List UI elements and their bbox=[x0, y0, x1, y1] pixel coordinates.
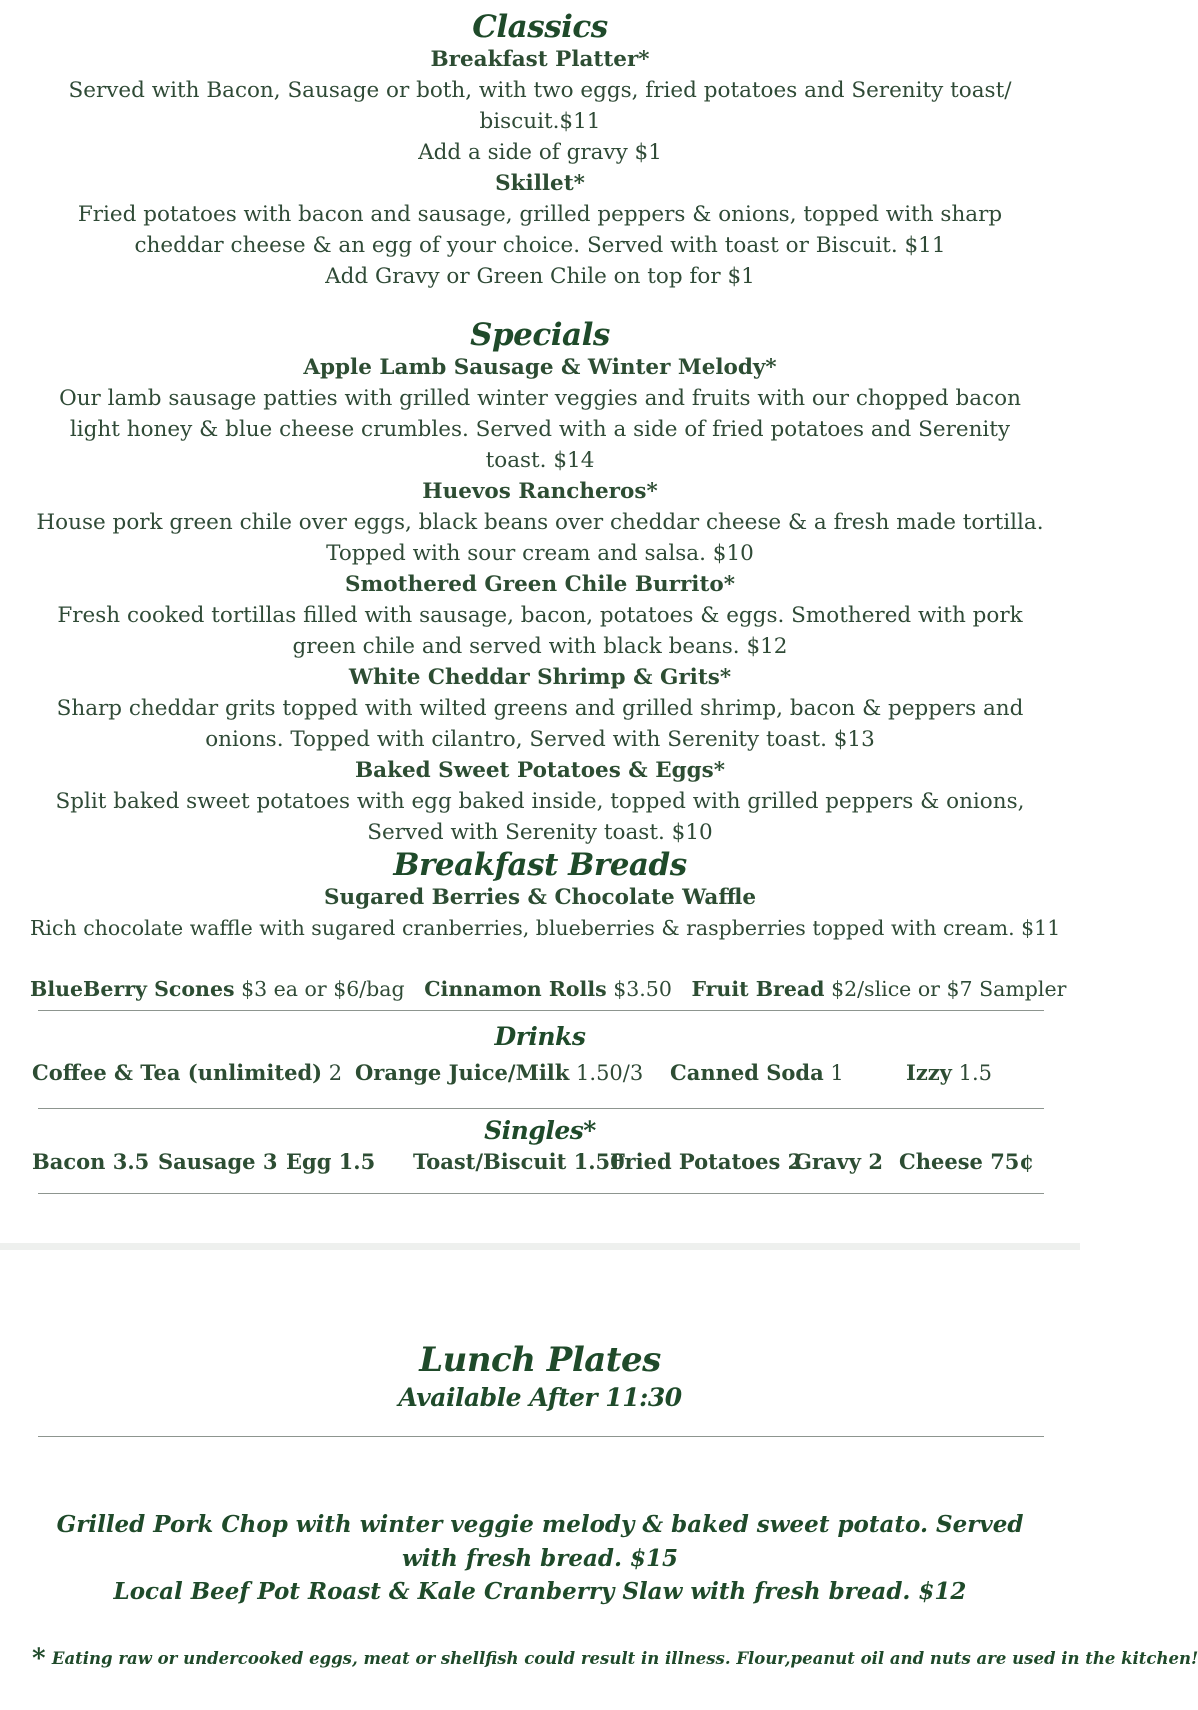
bread-price: $3 ea or $6/bag bbox=[241, 977, 405, 1001]
drink-name: Izzy bbox=[906, 1060, 952, 1085]
classics-section bbox=[30, 10, 1050, 292]
bread-name: Cinnamon Rolls bbox=[424, 977, 607, 1001]
lunch-plates-heading: Lunch Plates bbox=[419, 1340, 661, 1380]
allergy-footnote bbox=[32, 1644, 1198, 1674]
specials-item bbox=[30, 662, 1050, 755]
single-item: Gravy 2 bbox=[794, 1149, 883, 1174]
single-item: Fried Potatoes 2 bbox=[610, 1149, 803, 1174]
item-name: Sugared Berries & Chocolate Waffle bbox=[323, 885, 757, 910]
single-item: Cheese 75¢ bbox=[899, 1149, 1035, 1174]
drink-price: 1.5 bbox=[958, 1061, 992, 1085]
drink-item bbox=[670, 1056, 844, 1090]
bread-price: $3.50 bbox=[613, 977, 672, 1001]
bread-name: Fruit Bread bbox=[691, 977, 825, 1001]
drink-name: Canned Soda bbox=[670, 1060, 824, 1085]
lunch-availability: Available After 11:30 bbox=[398, 1383, 682, 1412]
single-item: Sausage 3 bbox=[158, 1149, 278, 1174]
breakfast-breads-section bbox=[30, 847, 1067, 1005]
item-name: Huevos Rancheros* bbox=[422, 479, 658, 504]
section-separator-band bbox=[0, 1243, 1080, 1250]
drink-price: 2 bbox=[328, 1061, 343, 1085]
footnote-asterisk: * bbox=[32, 1644, 46, 1674]
classics-item bbox=[30, 168, 1050, 292]
item-description: Rich chocolate waffle with sugared cranberries, blueberries & raspberries topped with cream. $11 bbox=[30, 916, 1061, 940]
item-note: Add a side of gravy $1 bbox=[418, 140, 662, 165]
item-description: Sharp cheddar grits topped with wilted greens and grilled shrimp, bacon & peppers and onions. Topped with cilantro, Served with Serenity toast. $13 bbox=[56, 696, 1024, 752]
divider bbox=[38, 1108, 1044, 1109]
single-item: Bacon 3.5 bbox=[32, 1149, 150, 1174]
item-description: Fried potatoes with bacon and sausage, grilled peppers & onions, topped with sharp cheddar cheese & an egg of your choice. Served with toast or Biscuit. $11 bbox=[77, 202, 1003, 258]
specials-item bbox=[30, 476, 1050, 569]
lunch-item: Grilled Pork Chop with winter veggie melody & baked sweet potato. Served with fresh bread. $15 bbox=[56, 1511, 1024, 1572]
classics-heading: Classics bbox=[472, 9, 608, 45]
bread-name: BlueBerry Scones bbox=[30, 977, 235, 1001]
specials-item bbox=[30, 569, 1050, 662]
bread-price: $2/slice or $7 Sampler bbox=[831, 977, 1067, 1001]
specials-item bbox=[30, 755, 1050, 848]
drinks-heading: Drinks bbox=[494, 1022, 586, 1051]
breakfast-breads-heading: Breakfast Breads bbox=[393, 847, 687, 883]
item-name: Breakfast Platter* bbox=[430, 47, 650, 72]
classics-item bbox=[30, 44, 1050, 168]
item-note: Add Gravy or Green Chile on top for $1 bbox=[325, 264, 755, 289]
lunch-item: Local Beef Pot Roast & Kale Cranberry Slaw with fresh bread. $12 bbox=[113, 1578, 967, 1605]
specials-item bbox=[30, 352, 1050, 476]
drink-item bbox=[906, 1056, 992, 1090]
item-name: Skillet* bbox=[495, 171, 585, 196]
specials-heading: Specials bbox=[470, 317, 610, 353]
item-name: Baked Sweet Potatoes & Eggs* bbox=[354, 758, 726, 783]
divider bbox=[38, 1436, 1044, 1437]
drink-item bbox=[32, 1056, 342, 1090]
divider bbox=[38, 1193, 1044, 1194]
singles-heading: Singles* bbox=[484, 1116, 596, 1145]
drink-item bbox=[355, 1056, 643, 1090]
drink-name: Orange Juice/Milk bbox=[355, 1060, 570, 1085]
divider bbox=[38, 1010, 1044, 1011]
drink-price: 1 bbox=[830, 1061, 844, 1085]
item-description: Served with Bacon, Sausage or both, with two eggs, fried potatoes and Serenity toast/ biscuit.$11 bbox=[68, 78, 1012, 134]
item-name: Smothered Green Chile Burrito* bbox=[345, 572, 735, 597]
item-name: Apple Lamb Sausage & Winter Melody* bbox=[303, 355, 777, 380]
item-description: Split baked sweet potatoes with egg baked inside, topped with grilled peppers & onions, Served with Serenity toast. $10 bbox=[55, 789, 1025, 845]
single-item: Egg 1.5 bbox=[286, 1149, 376, 1174]
drink-price: 1.50/3 bbox=[576, 1061, 644, 1085]
singles-row bbox=[32, 1145, 1052, 1179]
item-description: House pork green chile over eggs, black beans over cheddar cheese & a fresh made tortilla. Topped with sour cream and salsa. $10 bbox=[36, 510, 1044, 566]
drink-name: Coffee & Tea (unlimited) bbox=[32, 1060, 323, 1085]
footnote-text: Eating raw or undercooked eggs, meat or shellfish could result in illness. Flour,peanut oil and nuts are used in the kitchen! bbox=[51, 1649, 1198, 1668]
item-name: White Cheddar Shrimp & Grits* bbox=[348, 665, 732, 690]
drinks-row bbox=[32, 1056, 1052, 1090]
bread-list bbox=[30, 974, 1067, 1005]
item-description: Our lamb sausage patties with grilled winter veggies and fruits with our chopped bacon light honey & blue cheese crumbles. Served with a side of fried potatoes and Serenity toast. $14 bbox=[59, 386, 1021, 473]
specials-section bbox=[30, 318, 1050, 848]
single-item: Toast/Biscuit 1.50 bbox=[413, 1149, 625, 1174]
breakfast-menu bbox=[30, 9, 1067, 1005]
item-description: Fresh cooked tortillas filled with sausage, bacon, potatoes & eggs. Smothered with pork green chile and served with black beans. $12 bbox=[57, 603, 1023, 659]
